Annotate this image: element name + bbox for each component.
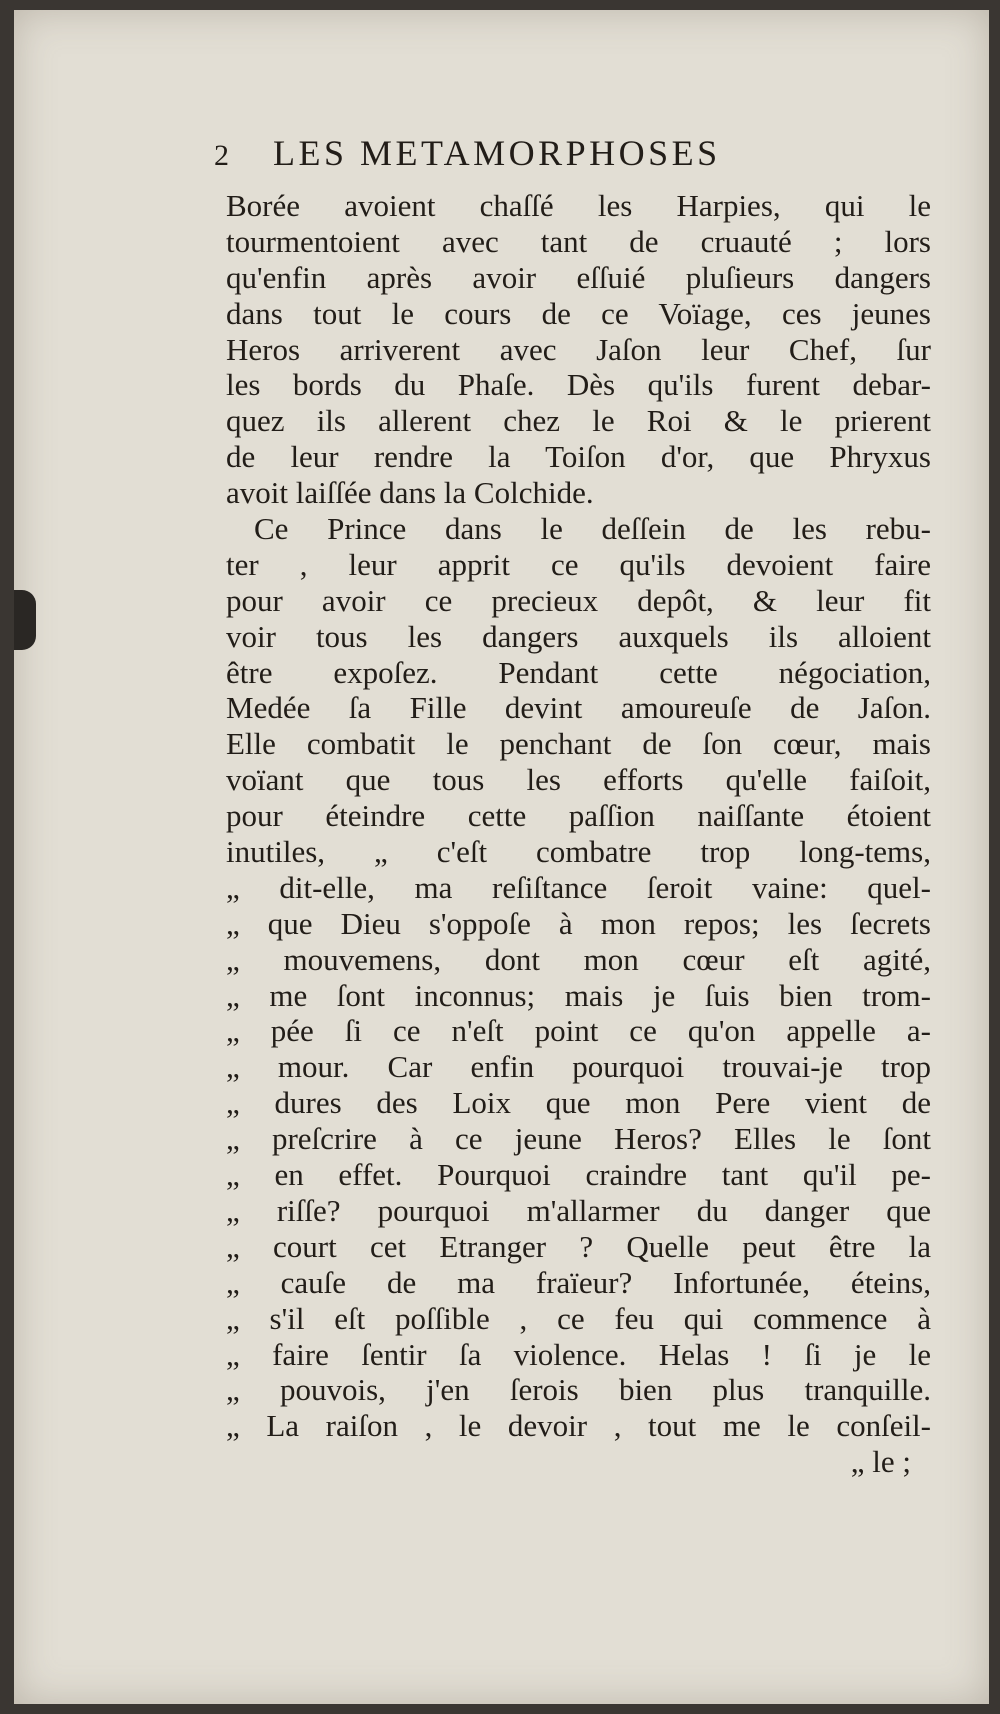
text-line: „ s'il eſt poſſible , ce feu qui commence à [226, 1300, 931, 1336]
text-line: „ faire ſentir ſa violence. Helas ! ſi je le [226, 1336, 931, 1372]
text-line: „ en effet. Pourquoi craindre tant qu'il pe- [226, 1157, 931, 1193]
text-line: Borée avoient chaſſé les Harpies, qui le [226, 188, 931, 223]
text-line: quez ils allerent chez le Roi & le prierent [226, 403, 931, 439]
text-line: qu'enfin après avoir eſſuié pluſieurs dangers [226, 259, 931, 295]
text-line: Elle combatit le penchant de ſon cœur, mais [226, 726, 931, 762]
body-text [226, 188, 931, 1480]
text-line: „ me ſont inconnus; mais je ſuis bien trom- [226, 977, 931, 1013]
text-line: ter , leur apprit ce qu'ils devoient faire [226, 546, 931, 582]
text-line: pour éteindre cette paſſion naiſſante étoient [226, 798, 931, 834]
text-line: „ mour. Car enfin pourquoi trouvai-je trop [226, 1049, 931, 1085]
text-line: „ pouvois, j'en ſerois bien plus tranquille. [226, 1372, 931, 1408]
text-line: les bords du Phaſe. Dès qu'ils furent debar- [226, 367, 931, 403]
text-line: „ court cet Etranger ? Quelle peut être la [226, 1228, 931, 1264]
text-line: „ riſſe? pourquoi m'allarmer du danger que [226, 1192, 931, 1228]
text-line: dans tout le cours de ce Voïage, ces jeunes [226, 295, 931, 331]
text-line: Medée ſa Fille devint amoureuſe de Jaſon. [226, 690, 931, 726]
catchword: „ le ; [850, 1444, 911, 1480]
text-line: Ce Prince dans le deſſein de les rebu- [254, 511, 931, 547]
text-line: inutiles, „ c'eſt combatre trop long-tems, [226, 834, 931, 870]
binding-edge [14, 590, 36, 650]
text-line: être expoſez. Pendant cette négociation, [226, 654, 931, 690]
text-line: avoit laiſſée dans la Colchide. [226, 475, 594, 511]
text-line: „ cauſe de ma fraïeur? Infortunée, éteins, [226, 1264, 931, 1300]
page-number: 2 [214, 139, 233, 172]
text-line: tourmentoient avec tant de cruauté ; lors [226, 223, 931, 259]
running-title: LES METAMORPHOSES [273, 133, 721, 173]
text-line: „ dures des Loix que mon Pere vient de [226, 1085, 931, 1121]
text-line: „ dit-elle, ma reſiſtance ſeroit vaine: quel- [226, 869, 931, 905]
text-line: „ pée ſi ce n'eſt point ce qu'on appelle a- [226, 1013, 931, 1049]
book-page [14, 10, 989, 1704]
text-line: voïant que tous les efforts qu'elle faiſoit, [226, 762, 931, 798]
text-line: pour avoir ce precieux depôt, & leur fit [226, 582, 931, 618]
text-line: de leur rendre la Toiſon d'or, que Phryxus [226, 439, 931, 475]
text-line: „ mouvemens, dont mon cœur eſt agité, [226, 941, 931, 977]
running-header [214, 132, 874, 174]
text-line: voir tous les dangers auxquels ils alloient [226, 618, 931, 654]
text-line: „ que Dieu s'oppoſe à mon repos; les ſecrets [226, 905, 931, 941]
text-line: Heros arriverent avec Jaſon leur Chef, ſur [226, 331, 931, 367]
text-line: „ preſcrire à ce jeune Heros? Elles le ſont [226, 1121, 931, 1157]
text-line: „ La raiſon , le devoir , tout me le conſeil- [226, 1408, 931, 1444]
